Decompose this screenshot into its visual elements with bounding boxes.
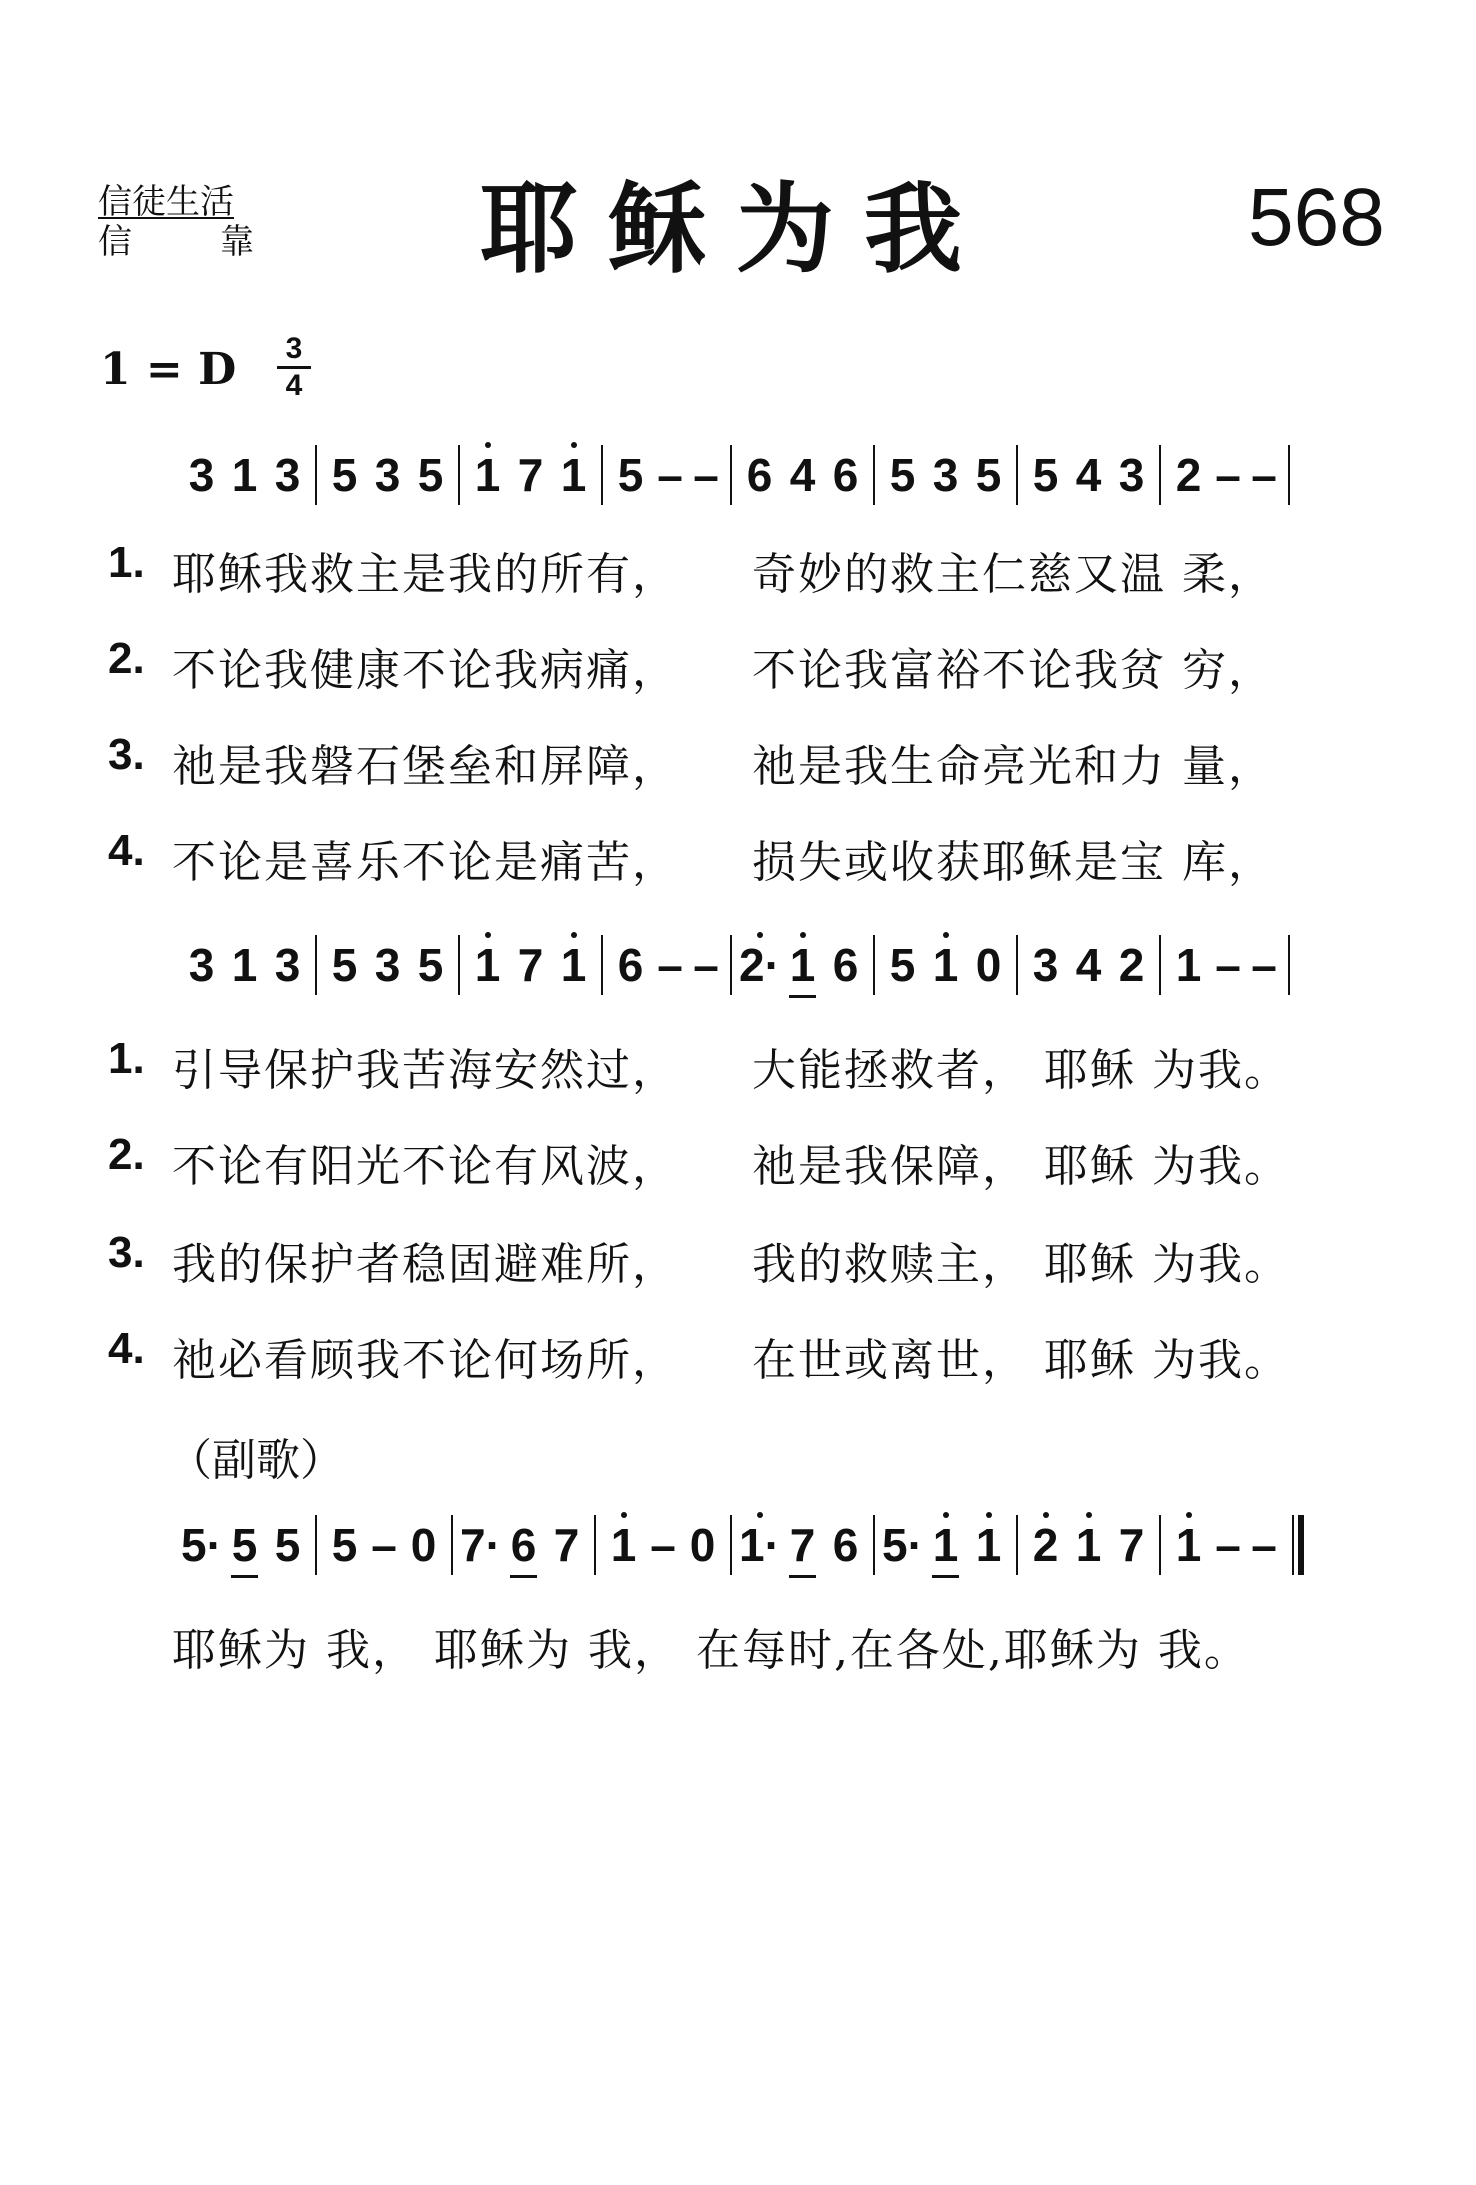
- time-signature-bottom: 4: [285, 369, 303, 402]
- hymn-title: 耶稣为我: [480, 173, 993, 287]
- verse-number: 4.: [108, 826, 145, 875]
- verse-phrase: 祂是我磐石堡垒和屏障，: [172, 741, 678, 792]
- verse-line-2a: [108, 634, 1274, 698]
- verse-number: 1.: [108, 1034, 145, 1083]
- verse-phrase: 不论是喜乐不论是痛苦，: [172, 837, 678, 888]
- verse-number: 3.: [108, 1228, 145, 1277]
- notation-line-3: 5· 5 5 5 – 0 7· 6 7 1 – 0 1· 7 6 5· 1 1 2 1 7 1 – –: [180, 1510, 1304, 1580]
- time-signature-top: 3: [285, 332, 303, 365]
- verse-phrase: 不论有阳光不论有风波，: [172, 1141, 678, 1192]
- key-signature: 1 = D: [100, 344, 237, 395]
- chorus-label: （副歌）: [168, 1435, 344, 1486]
- verse-line-3a: [108, 730, 1274, 794]
- verse-phrase: 不论我富裕不论我贫 穷，: [752, 645, 1274, 696]
- verse-line-3b: [108, 1228, 1290, 1292]
- verse-phrase: 我的救赎主， 耶稣 为我。: [752, 1239, 1290, 1290]
- verse-phrase: 奇妙的救主仁慈又温 柔，: [752, 549, 1274, 600]
- verse-phrase: 耶稣我救主是我的所有，: [172, 549, 678, 600]
- verse-phrase: 祂必看顾我不论何场所，: [172, 1335, 678, 1386]
- verse-number: 2.: [108, 634, 145, 683]
- verse-number: 2.: [108, 1130, 145, 1179]
- verse-line-2b: [108, 1130, 1290, 1194]
- verse-phrase: 祂是我保障， 耶稣 为我。: [752, 1141, 1290, 1192]
- verse-line-4a: [108, 826, 1274, 890]
- time-signature: [277, 334, 311, 401]
- verse-phrase: 祂是我生命亮光和力 量，: [752, 741, 1274, 792]
- verse-number: 4.: [108, 1324, 145, 1373]
- notation-line-2: 3 1 3 5 3 5 1 7 1 6 – – 2· 1 6 5 1 0 3 4 2 1 – –: [180, 930, 1296, 1000]
- verse-phrase: 在世或离世， 耶稣 为我。: [752, 1335, 1290, 1386]
- verse-phrase: 我的保护者稳固避难所，: [172, 1239, 678, 1290]
- verse-phrase: 损失或收获耶稣是宝 库，: [752, 837, 1274, 888]
- category-primary: 信徒生活: [98, 182, 234, 222]
- verse-phrase: 引导保护我苦海安然过，: [172, 1045, 678, 1096]
- notation-line-1: 3 1 3 5 3 5 1 7 1 5 – – 6 4 6 5 3 5 5 4 3 2 – –: [180, 440, 1296, 510]
- category-secondary: 信靠: [98, 222, 342, 262]
- verse-phrase: 不论我健康不论我病痛，: [172, 645, 678, 696]
- verse-phrase: 大能拯救者， 耶稣 为我。: [752, 1045, 1290, 1096]
- verse-line-4b: [108, 1324, 1290, 1388]
- chorus-lyric: 耶稣为 我， 耶稣为 我， 在每时,在各处,耶稣为 我。: [172, 1625, 1250, 1676]
- verse-number: 1.: [108, 538, 145, 587]
- verse-line-1a: [108, 538, 1274, 602]
- verse-number: 3.: [108, 730, 145, 779]
- hymn-number: 568: [1248, 172, 1385, 263]
- verse-line-1b: [108, 1034, 1290, 1098]
